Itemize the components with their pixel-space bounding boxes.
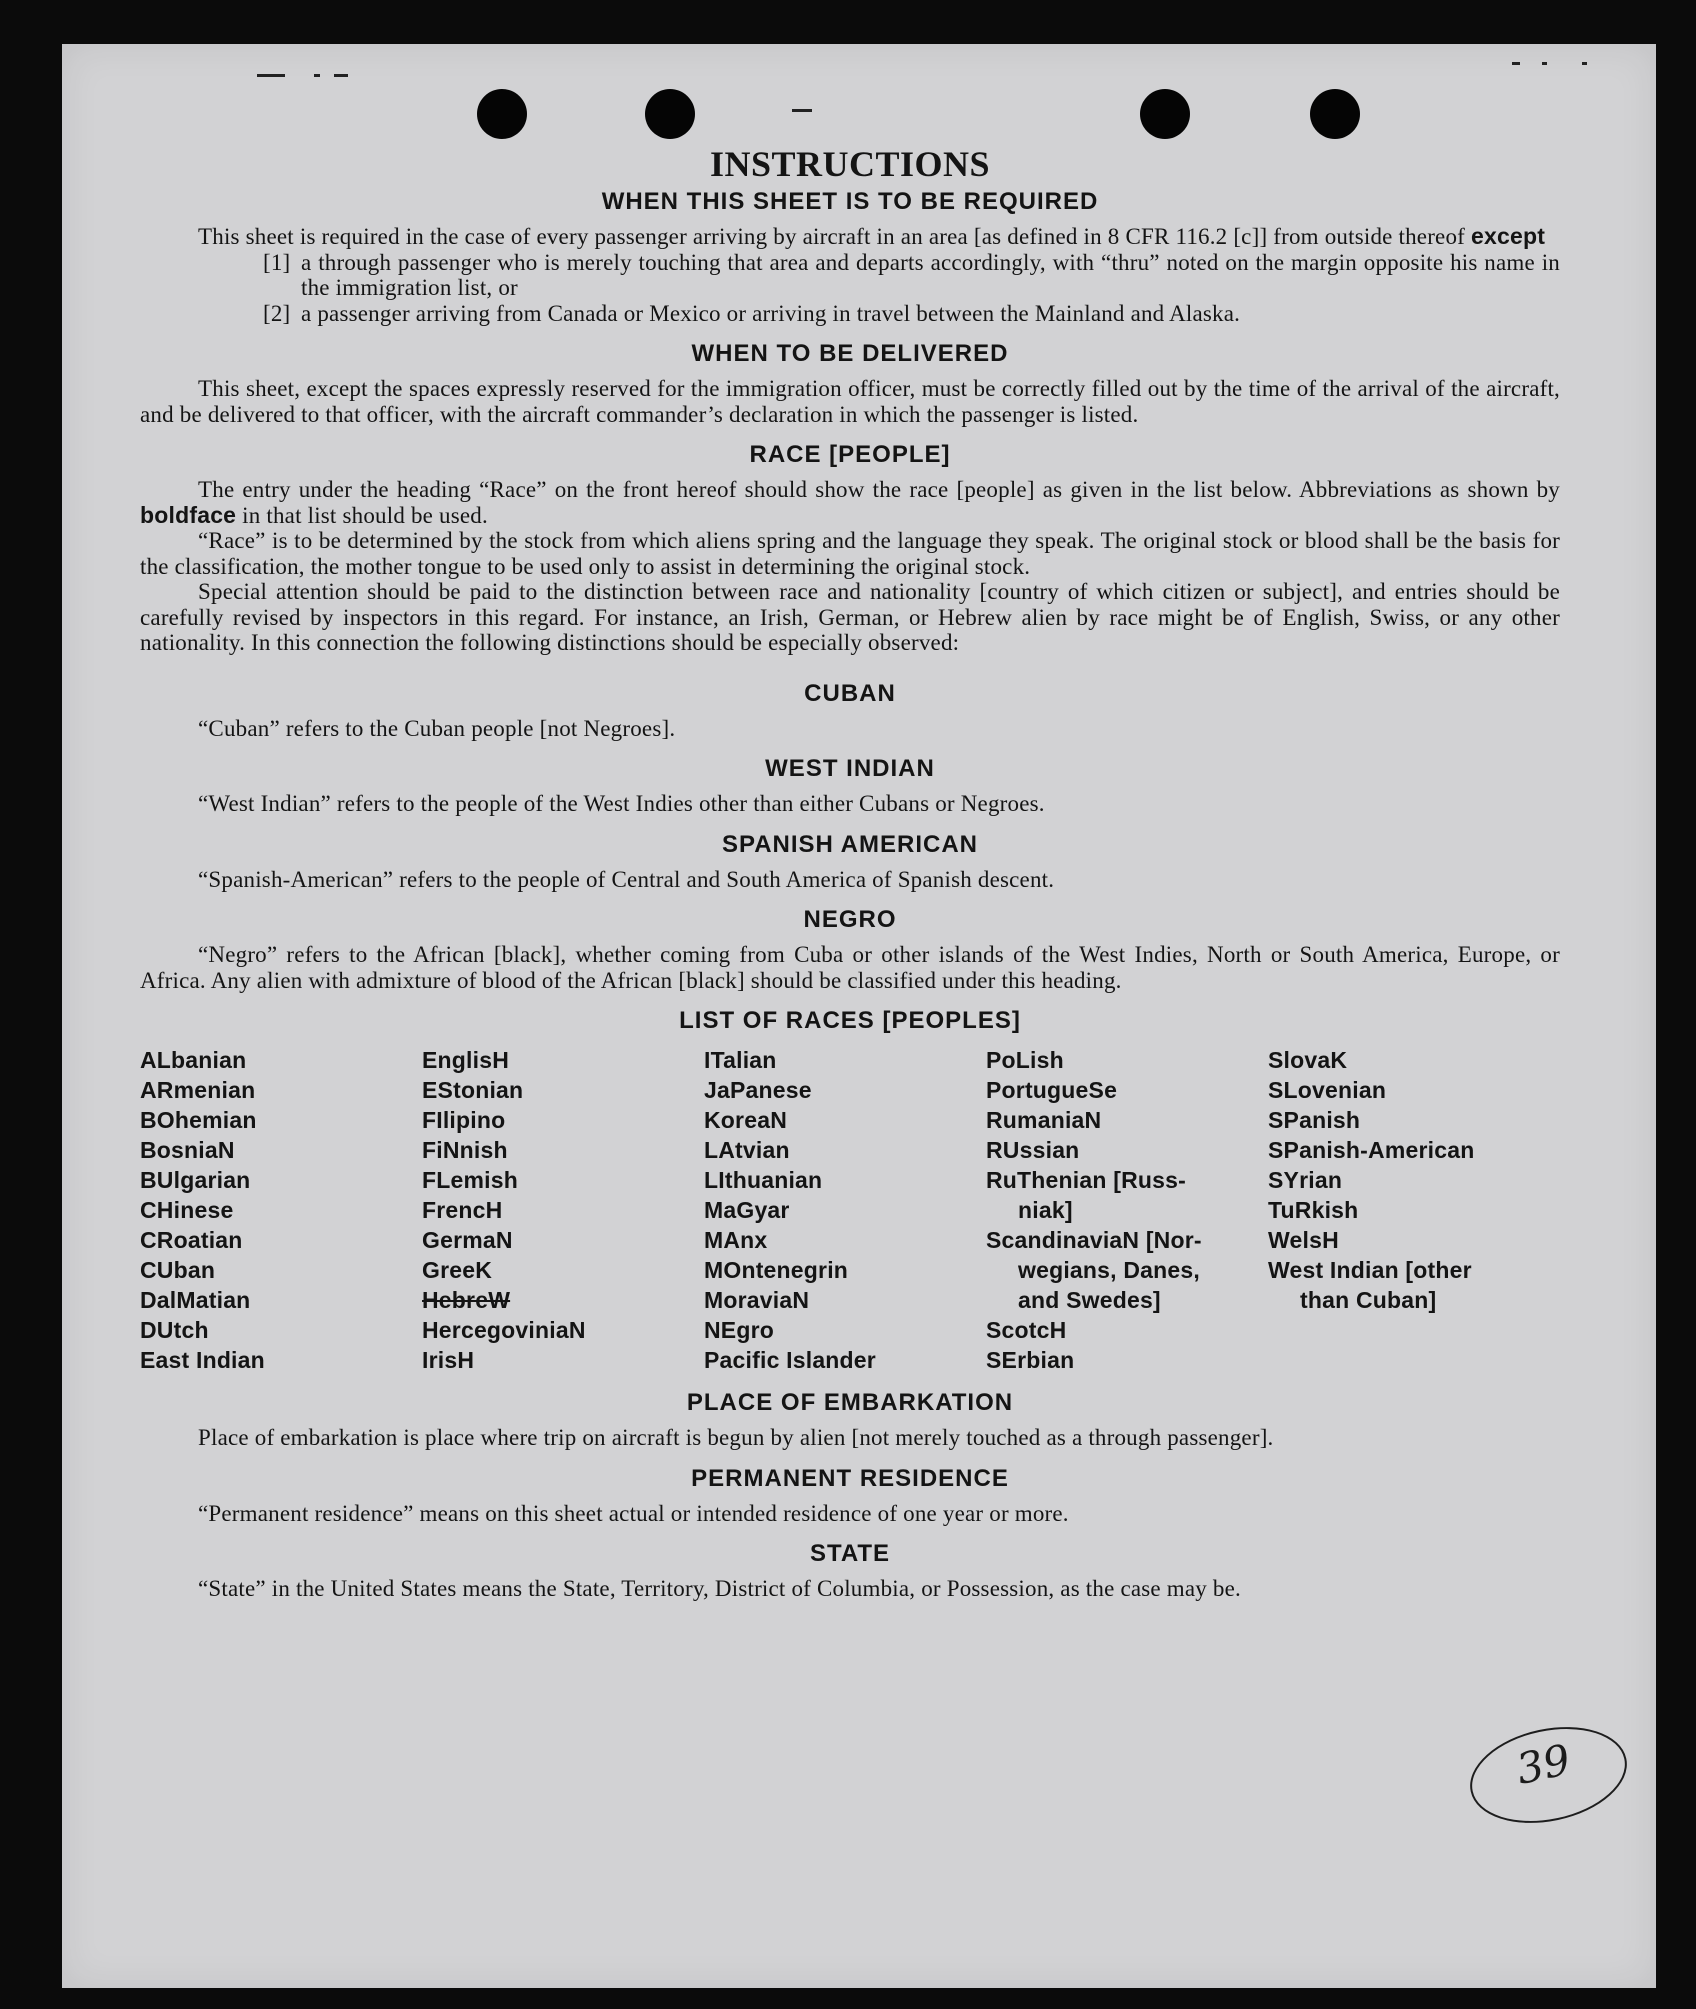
race-entry: DUtch bbox=[140, 1317, 209, 1343]
race-entry: IrisH bbox=[422, 1347, 475, 1373]
section-heading: NEGRO bbox=[803, 906, 897, 933]
section-heading: RACE [PEOPLE] bbox=[749, 441, 951, 468]
handwritten-circled-number bbox=[1461, 1713, 1636, 1836]
section-heading: STATE bbox=[809, 1540, 891, 1567]
paragraph-text: The entry under the heading “Race” on the front hereof should show the race [people] as given in the list below. Abbreviations as shown by bbox=[198, 477, 1560, 502]
paragraph: “Negro” refers to the African [black], whether coming from Cuba or other islands of the West Indies, North or South America, Europe, or Africa. Any alien with admixture of blood of the African [black] should be classified under this heading. bbox=[140, 942, 1560, 993]
race-entry: SPanish bbox=[1268, 1107, 1361, 1133]
section-heading: CUBAN bbox=[804, 679, 896, 707]
paragraph-text: This sheet is required in the case of every passenger arriving by aircraft in an area [as defined in 8 CFR 116.2 [c]] from outside thereof bbox=[198, 224, 1466, 249]
paragraph: “Cuban” refers to the Cuban people [not Negroes]. bbox=[198, 715, 676, 741]
race-entry: WelsH bbox=[1268, 1227, 1339, 1253]
speck bbox=[792, 109, 812, 112]
speck bbox=[334, 74, 348, 77]
race-entry: CHinese bbox=[140, 1197, 234, 1223]
race-entry: MoraviaN bbox=[704, 1287, 810, 1313]
paragraph: Place of embarkation is place where trip on aircraft is begun by alien [not merely touched as a through passenger]. bbox=[198, 1425, 1274, 1450]
document-page bbox=[62, 44, 1656, 1988]
races-column bbox=[986, 1045, 1268, 1375]
race-entry: RuThenian [Russ- bbox=[986, 1167, 1186, 1193]
race-entry: KoreaN bbox=[704, 1107, 788, 1133]
paragraph bbox=[140, 477, 1560, 528]
section-heading: WHEN THIS SHEET IS TO BE REQUIRED bbox=[601, 188, 1099, 215]
race-entry: Pacific Islander bbox=[704, 1347, 876, 1373]
race-entry: GreeK bbox=[422, 1257, 493, 1283]
instructions-content bbox=[140, 144, 1560, 1602]
punch-hole bbox=[477, 89, 527, 139]
races-column bbox=[1268, 1045, 1550, 1375]
paragraph-text: in that list should be used. bbox=[242, 502, 488, 528]
race-entry: West Indian [other bbox=[1268, 1257, 1472, 1283]
item-text: a passenger arriving from Canada or Mexico or arriving in travel between the Mainland and Alaska. bbox=[301, 300, 1241, 326]
paragraph: “Spanish-American” refers to the people of Central and South America of Spanish descent. bbox=[198, 866, 1055, 892]
emphasis: boldface bbox=[140, 501, 237, 528]
race-entry: NEgro bbox=[704, 1317, 774, 1343]
race-entry: PoLish bbox=[986, 1047, 1064, 1073]
race-entry: SPanish-American bbox=[1268, 1137, 1475, 1163]
emphasis: except bbox=[1470, 223, 1546, 249]
page-title: INSTRUCTIONS bbox=[709, 144, 991, 184]
punch-hole bbox=[1140, 89, 1190, 139]
race-entry: MOntenegrin bbox=[704, 1257, 849, 1283]
race-entry: FLemish bbox=[422, 1167, 518, 1193]
race-entry-continued: than Cuban] bbox=[1300, 1287, 1437, 1313]
race-entry: EStonian bbox=[422, 1077, 524, 1103]
race-entry: JaPanese bbox=[704, 1077, 812, 1103]
race-entry: CUban bbox=[140, 1257, 216, 1283]
speck bbox=[314, 74, 320, 77]
race-entry: ARmenian bbox=[140, 1077, 256, 1103]
section-heading: WEST INDIAN bbox=[765, 755, 935, 782]
race-entry-struck: HebreW bbox=[422, 1287, 511, 1313]
races-column bbox=[704, 1045, 986, 1375]
race-entry: BUlgarian bbox=[140, 1167, 251, 1193]
punch-hole bbox=[1310, 89, 1360, 139]
race-entry: ALbanian bbox=[140, 1047, 247, 1073]
race-entry: SLovenian bbox=[1268, 1077, 1387, 1103]
race-entry: FiNnish bbox=[422, 1137, 508, 1163]
race-entry: BOhemian bbox=[140, 1107, 257, 1133]
list-item bbox=[263, 250, 1560, 301]
paragraph: “West Indian” refers to the people of the West Indies other than either Cubans or Negroes. bbox=[198, 791, 1045, 816]
race-entry: ITalian bbox=[704, 1047, 777, 1073]
speck bbox=[1582, 62, 1587, 65]
race-entry: SYrian bbox=[1268, 1167, 1343, 1193]
race-entry-continued: niak] bbox=[1018, 1197, 1073, 1223]
race-entry: RumaniaN bbox=[986, 1107, 1102, 1133]
section-heading: LIST OF RACES [PEOPLES] bbox=[679, 1007, 1021, 1034]
paragraph: “Permanent residence” means on this sheet actual or intended residence of one year or more. bbox=[198, 1500, 1069, 1526]
race-entry: LAtvian bbox=[704, 1137, 790, 1163]
paragraph: This sheet, except the spaces expressly reserved for the immigration officer, must be correctly filled out by the time of the arrival of the aircraft, and be delivered to that officer, with the aircraft commander’s declaration in which the passenger is listed. bbox=[140, 376, 1560, 427]
race-entry: ScandinaviaN [Nor- bbox=[986, 1227, 1202, 1253]
races-list bbox=[140, 1045, 1560, 1375]
paragraph: “Race” is to be determined by the stock from which aliens spring and the language they speak. The original stock or blood shall be the basis for the classification, the mother tongue to be used only to assist in determining the original stock. bbox=[140, 528, 1560, 579]
race-entry: DalMatian bbox=[140, 1287, 251, 1313]
section-heading: WHEN TO BE DELIVERED bbox=[691, 340, 1009, 367]
speck bbox=[1512, 62, 1520, 65]
race-entry: MaGyar bbox=[704, 1197, 790, 1223]
race-entry: MAnx bbox=[704, 1227, 768, 1253]
race-entry: FIlipino bbox=[422, 1107, 506, 1133]
speck bbox=[1542, 62, 1547, 65]
item-number: [2] bbox=[263, 300, 291, 326]
race-entry-continued: wegians, Danes, bbox=[1018, 1257, 1200, 1283]
race-entry: CRoatian bbox=[140, 1227, 243, 1253]
race-entry: RUssian bbox=[986, 1137, 1080, 1163]
race-entry: ScotcH bbox=[986, 1317, 1067, 1343]
section-heading: PERMANENT RESIDENCE bbox=[691, 1464, 1009, 1492]
race-entry: GermaN bbox=[422, 1227, 513, 1253]
paragraph bbox=[140, 224, 1560, 250]
race-entry: FrencH bbox=[422, 1197, 503, 1223]
section-heading: PLACE OF EMBARKATION bbox=[686, 1389, 1014, 1416]
race-entry-continued: and Swedes] bbox=[1018, 1287, 1161, 1313]
paragraph: Special attention should be paid to the distinction between race and nationality [country of which citizen or subject], and entries should be carefully revised by inspectors in this regard. For instance, an Irish, German, or Hebrew alien by race might be of English, Swiss, or any other nationality. In this connection the following distinctions should be especially observed: bbox=[140, 579, 1560, 655]
race-entry: East Indian bbox=[140, 1347, 265, 1373]
races-column bbox=[422, 1045, 704, 1375]
race-entry: TuRkish bbox=[1268, 1197, 1359, 1223]
list-item bbox=[263, 301, 1560, 327]
section-heading: SPANISH AMERICAN bbox=[721, 830, 978, 858]
race-entry: HercegoviniaN bbox=[422, 1317, 586, 1343]
race-entry: SErbian bbox=[986, 1347, 1075, 1373]
speck bbox=[257, 74, 285, 77]
handwritten-number: 39 bbox=[1512, 1734, 1575, 1794]
paragraph: “State” in the United States means the State, Territory, District of Columbia, or Possession, as the case may be. bbox=[198, 1576, 1241, 1601]
race-entry: SlovaK bbox=[1268, 1047, 1348, 1073]
race-entry: BosniaN bbox=[140, 1137, 235, 1163]
race-entry: LIthuanian bbox=[704, 1167, 823, 1193]
item-number: [1] bbox=[263, 249, 291, 275]
punch-hole bbox=[645, 89, 695, 139]
races-column bbox=[140, 1045, 422, 1375]
item-text: a through passenger who is merely touching that area and departs accordingly, with “thru” noted on the margin opposite his name in the immigration list, or bbox=[301, 249, 1560, 300]
race-entry: EnglisH bbox=[422, 1047, 510, 1073]
race-entry: PortugueSe bbox=[986, 1077, 1118, 1103]
